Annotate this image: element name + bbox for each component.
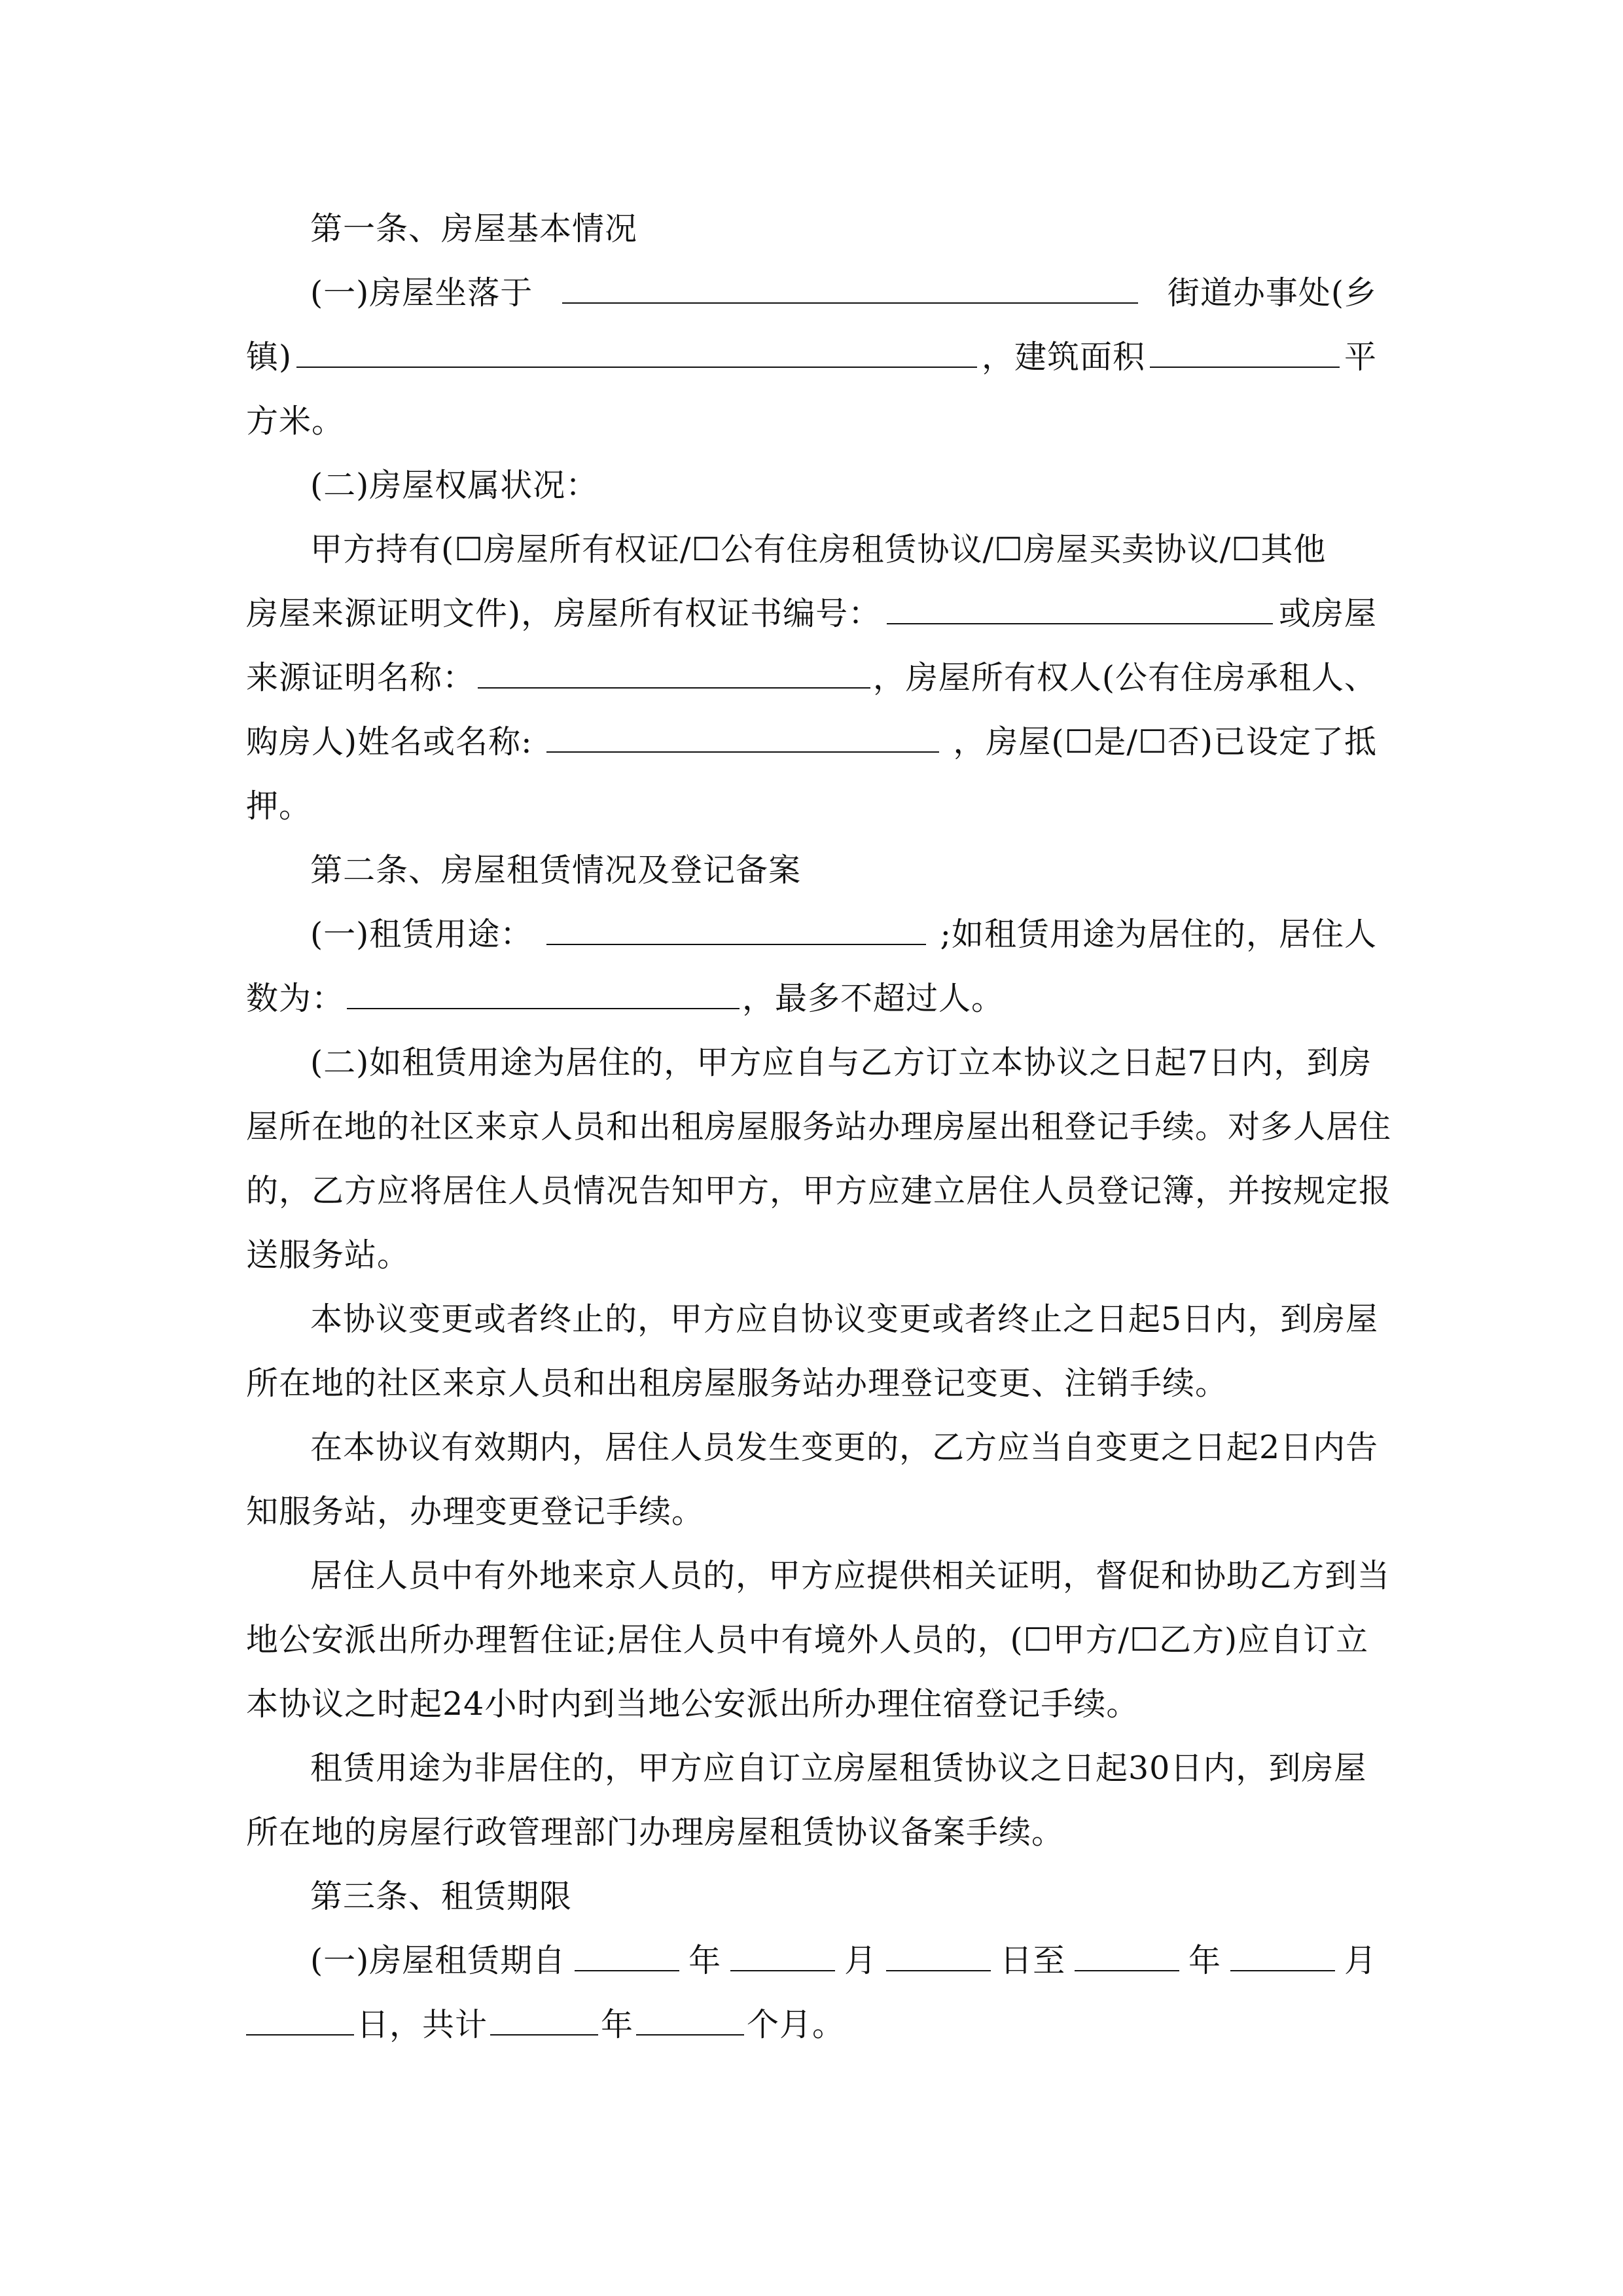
end-month-blank[interactable] (1230, 1932, 1335, 1971)
article2-para3-line2: 所在地的社区来京人员和出租房屋服务站办理登记变更、注销手续。 (246, 1365, 1228, 1402)
year-label: 年 (601, 2006, 634, 2043)
article1-item1-line1 (310, 261, 1377, 325)
end-day-blank[interactable] (246, 1996, 354, 2036)
article1-heading: 第一条、房屋基本情况 (310, 210, 638, 247)
residents-label: ;如租赁用途为居住的，居住人 (940, 916, 1377, 953)
residents-max-text: ，最多不超过人。 (742, 980, 1005, 1017)
area-unit-a: 平 (1344, 338, 1377, 376)
article2-para6-line1 (310, 1736, 1377, 1801)
source-doc-label: 来源证明名称： (246, 659, 476, 696)
article2-item1-line1 (310, 903, 1377, 967)
owner-name-blank[interactable] (546, 713, 939, 753)
mortgage-text-end: 押。 (246, 787, 312, 825)
residents-count-blank[interactable] (347, 970, 740, 1009)
para-text: 屋所在地的社区来京人员和出租房屋服务站办理房屋出租登记手续。对多人居住 (246, 1108, 1392, 1145)
article1-item2-line4 (246, 710, 1377, 774)
para-text: 租赁用途为非居住的，甲方应自订立房屋租赁协议之日起30日内，到房屋 (310, 1749, 1367, 1787)
para-text: 的，乙方应将居住人员情况告知甲方，甲方应建立居住人员登记簿，并按规定报 (246, 1172, 1392, 1210)
article2-heading: 第二条、房屋租赁情况及登记备案 (310, 852, 802, 889)
day-total-label: 日，共计 (357, 2006, 488, 2043)
para-text: 居住人员中有外地来京人员的，甲方应提供相关证明，督促和协助乙方到当 (310, 1557, 1391, 1594)
article1-item2-line1 (310, 518, 1377, 582)
year-label: 年 (1188, 1942, 1222, 1979)
article2-para3-line1 (310, 1287, 1377, 1352)
day-to-label: 日至 (1000, 1942, 1066, 1979)
article2-para5-line1 (310, 1544, 1391, 1608)
year-label: 年 (688, 1942, 722, 1979)
cert-number-label: 房屋来源证明文件)，房屋所有权证书编号： (246, 595, 882, 632)
article2-para5-line3: 本协议之时起24小时内到当地公安派出所办理住宿登记手续。 (246, 1685, 1139, 1723)
or-house-label: 或房屋 (1278, 595, 1377, 632)
location-label: (一)房屋坐落于 (310, 274, 533, 312)
article2-para6-line2: 所在地的房屋行政管理部门办理房屋租赁协议备案手续。 (246, 1814, 1065, 1851)
article2-item1-line2 (246, 967, 1377, 1031)
article2-item2-line4: 送服务站。 (246, 1236, 410, 1274)
para-text: 地公安派出所办理暂住证;居住人员中有境外人员的，(☐甲方/☐乙方)应自订立 (246, 1621, 1369, 1659)
article2-item2-line2 (246, 1095, 1392, 1159)
usage-label: (一)租赁用途： (310, 916, 533, 953)
para-text: (二)如租赁用途为居住的，甲方应自与乙方订立本协议之日起7日内，到房 (310, 1044, 1372, 1081)
location-blank[interactable] (562, 264, 1138, 304)
ownership-docs-text: 甲方持有(☐房屋所有权证/☐公有住房租赁协议/☐房屋买卖协议/☐其他 (310, 531, 1327, 568)
area-blank[interactable] (1150, 329, 1340, 368)
end-year-blank[interactable] (1075, 1932, 1179, 1971)
town-blank[interactable] (296, 329, 977, 368)
town-label: 镇) (246, 338, 293, 376)
article3-heading: 第三条、租赁期限 (310, 1878, 573, 1915)
area-unit-b: 方米。 (246, 403, 345, 440)
usage-blank[interactable] (546, 906, 926, 945)
months-label: 个月。 (747, 2006, 846, 2043)
article2-para4-line2: 知服务站，办理变更登记手续。 (246, 1493, 705, 1530)
area-label: ，建筑面积 (982, 338, 1146, 376)
total-years-blank[interactable] (490, 1996, 598, 2036)
para-text: 在本协议有效期内，居住人员发生变更的，乙方应当自变更之日起2日内告 (310, 1429, 1379, 1466)
cert-number-blank[interactable] (887, 585, 1273, 624)
subdistrict-label: 街道办事处(乡 (1167, 274, 1377, 312)
start-month-blank[interactable] (730, 1932, 835, 1971)
owner-name-label: 购房人)姓名或名称: (246, 723, 533, 761)
start-day-blank[interactable] (886, 1932, 991, 1971)
article2-item2-line1 (310, 1031, 1377, 1095)
article1-item2-line3 (246, 646, 1377, 710)
residents-count-label: 数为： (246, 980, 345, 1017)
month-label: 月 (844, 1942, 878, 1979)
article1-item1-line2 (246, 325, 1377, 389)
article1-item2-line2 (246, 582, 1377, 646)
article2-para5-line2 (246, 1608, 1377, 1672)
article1-item2-heading: (二)房屋权属状况： (310, 467, 599, 504)
article3-item1-line2 (246, 1993, 1377, 2057)
article2-para4-line1 (310, 1416, 1377, 1480)
owner-label: ，房屋所有权人(公有住房承租人、 (872, 659, 1377, 696)
total-months-blank[interactable] (636, 1996, 744, 2036)
article3-item1-line1 (310, 1929, 1377, 1993)
article2-item2-line3 (246, 1159, 1392, 1223)
term-label: (一)房屋租赁期自 (310, 1942, 566, 1979)
start-year-blank[interactable] (575, 1932, 679, 1971)
mortgage-text: ，房屋(☐是/☐否)已设定了抵 (953, 723, 1377, 761)
month-label: 月 (1344, 1942, 1377, 1979)
source-doc-blank[interactable] (478, 649, 870, 689)
para-text: 本协议变更或者终止的，甲方应自协议变更或者终止之日起5日内，到房屋 (310, 1300, 1379, 1338)
